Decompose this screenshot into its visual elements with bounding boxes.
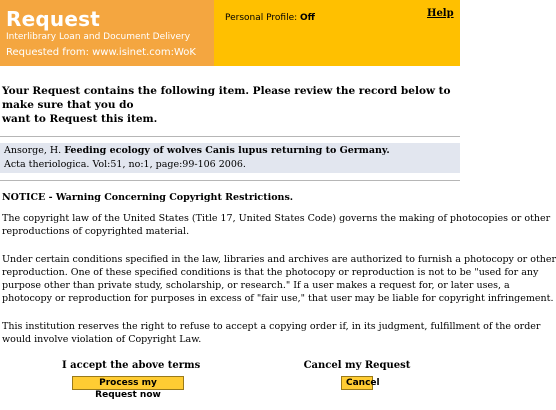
page-title: Request — [6, 7, 100, 31]
profile-value: Off — [300, 13, 315, 23]
page-subtitle: Interlibrary Loan and Document Delivery — [6, 32, 191, 42]
paragraph-line: would involve violation of Copyright Law. — [2, 334, 202, 345]
intro-line-2: want to Request this item. — [2, 113, 158, 125]
copyright-paragraph-1 — [2, 212, 551, 238]
process-request-button[interactable]: Process my Request now — [72, 376, 184, 390]
copyright-paragraph-3 — [2, 320, 541, 346]
record-citation: Acta theriologica. Vol:51, no:1, page:99-106 2006. — [4, 159, 246, 170]
intro-line-1: Your Request contains the following item. Please review the record below to make sure that you do — [2, 85, 451, 111]
paragraph-line: The copyright law of the United States (Title 17, United States Code) governs the making of photocopies or other — [2, 213, 551, 224]
paragraph-line: Under certain conditions specified in the law, libraries and archives are authorized to furnish a photocopy or other — [2, 254, 556, 265]
accept-terms-label: I accept the above terms — [62, 360, 201, 371]
paragraph-line: reproductions of copyrighted material. — [2, 226, 190, 237]
profile-label: Personal Profile: — [225, 13, 298, 23]
notice-title: NOTICE - Warning Concerning Copyright Restrictions. — [2, 192, 294, 203]
record-author: Ansorge, H. — [4, 145, 62, 156]
record-title: Feeding ecology of wolves Canis lupus returning to Germany. — [64, 145, 390, 156]
record-title-line — [4, 145, 390, 156]
paragraph-line: reproduction. One of these specified conditions is that the photocopy or reproduction is not to be "used for any — [2, 267, 539, 278]
paragraph-line: purpose other than private study, scholarship, or research." If a user makes a request for, or later uses, a — [2, 280, 510, 291]
help-link[interactable]: Help — [427, 8, 454, 19]
divider — [0, 180, 460, 181]
intro-text — [2, 84, 456, 126]
paragraph-line: This institution reserves the right to refuse to accept a copying order if, in its judgment, fulfillment of the order — [2, 321, 541, 332]
copyright-paragraph-2 — [2, 253, 556, 305]
personal-profile-status — [225, 13, 315, 23]
cancel-request-label: Cancel my Request — [303, 360, 411, 371]
paragraph-line: photocopy or reproduction for purposes in excess of "fair use," that user may be liable for copyright infringement. — [2, 293, 554, 304]
divider — [0, 136, 460, 137]
cancel-button[interactable]: Cancel — [341, 376, 373, 390]
requested-from: Requested from: www.isinet.com:WoK — [6, 47, 196, 58]
record-item — [0, 143, 460, 173]
header-banner — [0, 0, 460, 66]
banner-title-block — [0, 0, 214, 66]
